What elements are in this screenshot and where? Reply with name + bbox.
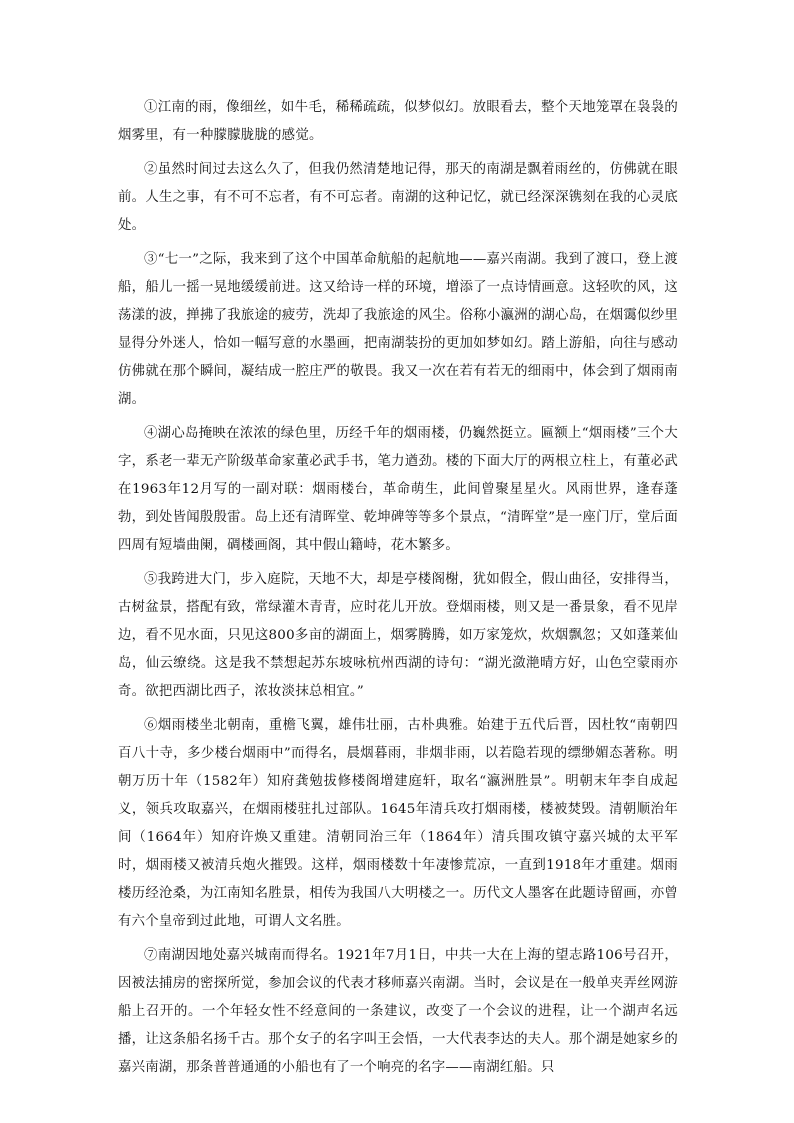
paragraph-2: ②虽然时间过去这么久了，但我仍然清楚地记得，那天的南湖是飘着雨丝的，仿佛就在眼前。人生之事，有不可不忘者，有不可忘者。南湖的这种记忆，就已经深深镌刻在我的心灵底处。: [118, 162, 678, 233]
paragraph-7: ⑦南湖因地处嘉兴城南而得名。1921年7月1日，中共一大在上海的望志路106号召开，因被法捕房的密探所觉，参加会议的代表才移师嘉兴南湖。当时，会议是在一般单夹弄丝网游船上召开的。一个年轻女性不经意间的一条建议，改变了一个会议的进程，让一个湖声名远播，让这条船名扬千古。那个女子的名字叫王会悟，一大代表李达的夫人。那个湖是她家乡的嘉兴南湖，那条普普通通的小船也有了一个响亮的名字——南湖红船。只: [118, 948, 678, 1075]
paragraph-5: ⑤我跨进大门，步入庭院，天地不大，却是亭楼阁榭，犹如假全，假山曲径，安排得当，古树盆景，搭配有致，常绿灌木青青，应时花儿开放。登烟雨楼，则又是一番景象，看不见岸边，看不见水面，只见这800多亩的湖面上，烟雾腾腾，如万家笼炊，炊烟飘忽；又如蓬莱仙岛，仙云缭绕。这是我不禁想起苏东坡咏杭州西湖的诗句：“湖光潋滟晴方好，山色空蒙雨亦奇。欲把西湖比西子，浓妆淡抹总相宜。”: [118, 572, 678, 699]
article-body: [118, 94, 678, 1088]
paragraph-3: ③“七一”之际，我来到了这个中国革命航船的起航地——嘉兴南湖。我到了渡口，登上渡船，船儿一摇一晃地缓缓前进。这又给诗一样的环境，增添了一点诗情画意。这轻吹的风，这荡漾的波，掸拂了我旅途的疲劳，洗却了我旅途的风尘。俗称小瀛洲的湖心岛，在烟霭似纱里显得分外迷人，恰如一幅写意的水墨画，把南湖装扮的更加如梦如幻。踏上游船，向往与感动仿佛就在那个瞬间，凝结成一腔庄严的敬畏。我又一次在若有若无的细雨中，体会到了烟雨南湖。: [118, 252, 678, 407]
paragraph-4: ④湖心岛掩映在浓浓的绿色里，历经千年的烟雨楼，仍巍然挺立。匾额上“烟雨楼”三个大字，系老一辈无产阶级革命家董必武手书，笔力遒劲。楼的下面大厅的两根立柱上，有董必武在1963年12月写的一副对联：烟雨楼台，革命萌生，此间曾聚星星火。风雨世界，逢春蓬勃，到处皆闻殷殷雷。岛上还有清晖堂、乾坤碑等等多个景点，“清晖堂”是一座门厅，堂后面四周有短墙曲阑，碉楼画阁，其中假山籍峙，花木繁多。: [118, 426, 678, 553]
paragraph-1: ①江南的雨，像细丝，如牛毛，稀稀疏疏，似梦似幻。放眼看去，整个天地笼罩在袅袅的烟雾里，有一种朦朦胧胧的感觉。: [118, 100, 678, 143]
paragraph-6: ⑥烟雨楼坐北朝南，重檐飞翼，雄伟壮丽，古朴典雅。始建于五代后晋，因杜牧“南朝四百八十寺，多少楼台烟雨中”而得名，晨烟暮雨，非烟非雨，以若隐若现的缥缈媚态著称。明朝万历十年（1582年）知府龚勉拔修楼阁增建庭轩，取名“瀛洲胜景”。明朝末年李自成起义，领兵攻取嘉兴，在烟雨楼驻扎过部队。1645年清兵攻打烟雨楼，楼被焚毁。清朝顺治年间（1664年）知府许焕又重建。清朝同治三年（1864年）清兵围攻镇守嘉兴城的太平军时，烟雨楼又被清兵炮火摧毁。这样，烟雨楼数十年凄惨荒凉，一直到1918年才重建。烟雨楼历经沧桑，为江南知名胜景，相传为我国八大明楼之一。历代文人墨客在此题诗留画，亦曾有六个皇帝到过此地，可谓人文名胜。: [118, 718, 678, 929]
